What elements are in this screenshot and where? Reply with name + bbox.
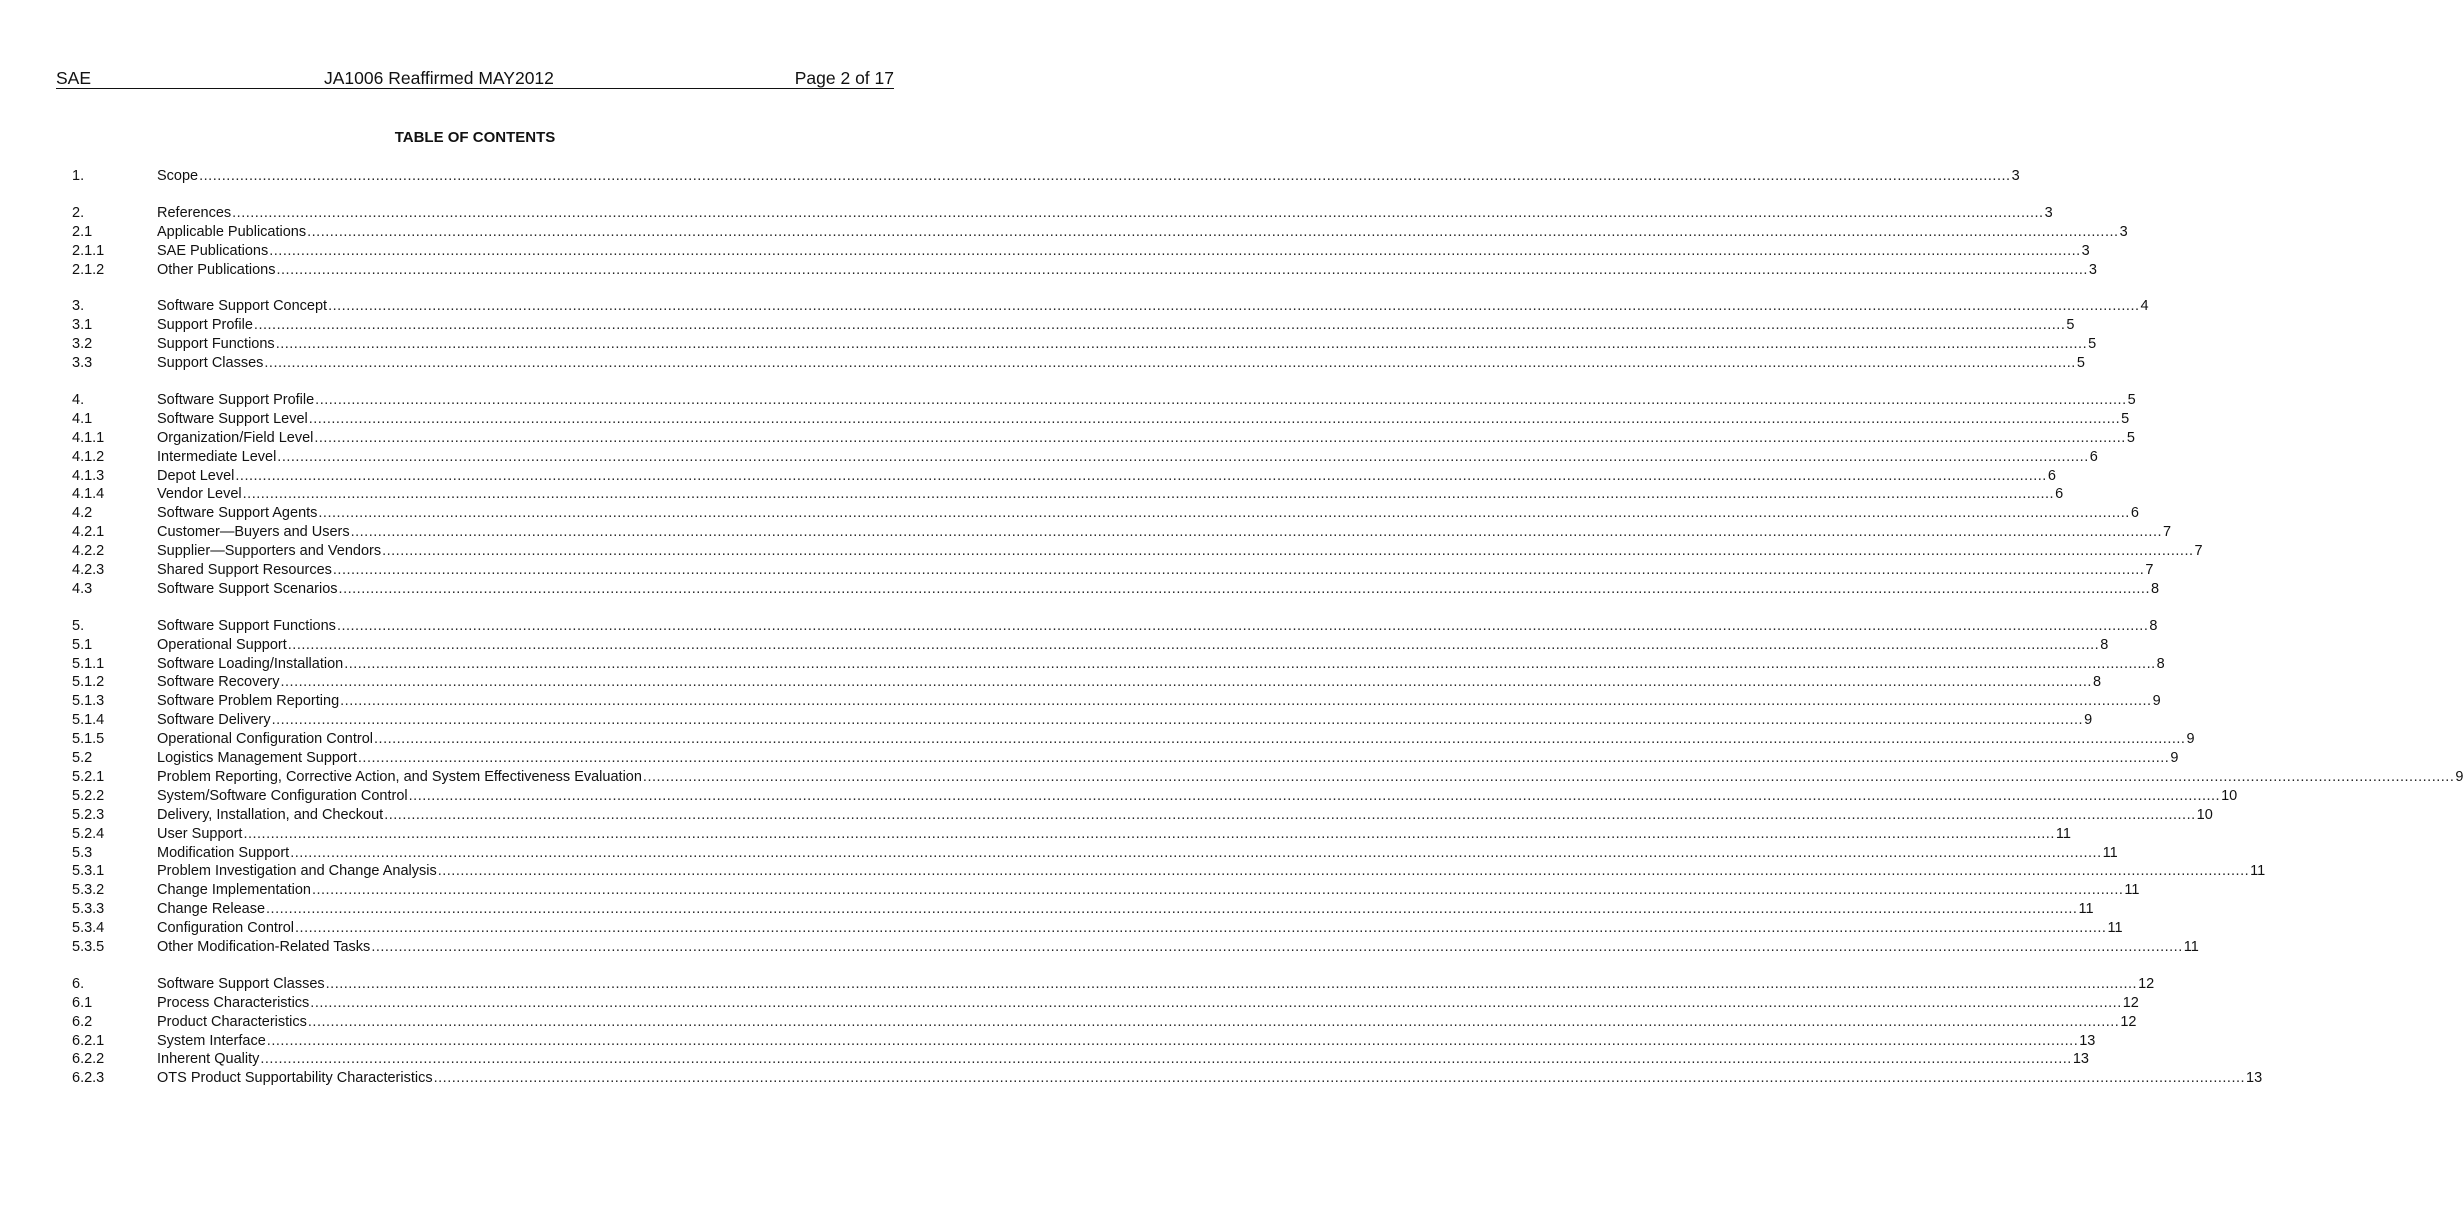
toc-entry-number: 4.1.4 bbox=[72, 486, 105, 503]
toc-leader-dots: ................................................................................................................................................................................................................................................................................................................................................................................................................ bbox=[280, 674, 2092, 691]
toc-entry[interactable] bbox=[72, 261, 2097, 280]
toc-entry-page: 8 bbox=[2149, 617, 2158, 634]
toc-leader-dots: ................................................................................................................................................................................................................................................................................................................................................................................................................ bbox=[325, 975, 2138, 992]
toc-entry-number: 5.3.1 bbox=[72, 863, 105, 880]
toc-entry-page: 8 bbox=[2100, 636, 2109, 653]
toc-entry-page: 7 bbox=[2145, 562, 2154, 579]
toc-entry-number: 4.3 bbox=[72, 580, 93, 597]
toc-section bbox=[72, 617, 2463, 957]
toc-entry-page: 3 bbox=[2081, 242, 2090, 259]
toc-entry-page: 7 bbox=[2194, 543, 2203, 560]
toc-entry-title: Software Loading/Installation bbox=[157, 655, 344, 672]
toc-entry-page: 8 bbox=[2150, 580, 2160, 597]
toc-entry-number: 5.2.1 bbox=[72, 768, 105, 785]
toc-entry-page: 5 bbox=[2121, 410, 2130, 427]
toc-entry-number: 4.2.2 bbox=[72, 543, 105, 560]
toc-entry-number: 5.3 bbox=[72, 844, 93, 861]
toc-entry-title: Software Support Level bbox=[157, 410, 308, 427]
toc-entry[interactable] bbox=[72, 673, 2102, 692]
toc-leader-dots: ................................................................................................................................................................................................................................................................................................................................................................................................................ bbox=[318, 505, 2130, 522]
toc-entry-number: 6.2.1 bbox=[72, 1032, 105, 1049]
toc-entry[interactable] bbox=[72, 938, 2199, 957]
toc-entry-page: 5 bbox=[2066, 317, 2075, 334]
toc-leader-dots: ................................................................................................................................................................................................................................................................................................................................................................................................................ bbox=[235, 467, 2047, 484]
toc-entry[interactable] bbox=[72, 354, 2085, 373]
toc-leader-dots: ................................................................................................................................................................................................................................................................................................................................................................................................................ bbox=[328, 298, 2140, 315]
toc-entry-number: 4. bbox=[72, 392, 85, 409]
toc-entry[interactable] bbox=[72, 881, 2140, 900]
toc-entry-page: 13 bbox=[2072, 1051, 2089, 1068]
toc-entry-title: Inherent Quality bbox=[157, 1051, 260, 1068]
toc-leader-dots: ................................................................................................................................................................................................................................................................................................................................................................................................................ bbox=[338, 580, 2150, 597]
toc-leader-dots: ................................................................................................................................................................................................................................................................................................................................................................................................................ bbox=[232, 204, 2044, 221]
toc-leader-dots: ................................................................................................................................................................................................................................................................................................................................................................................................................ bbox=[264, 355, 2076, 372]
toc-entry-page: 11 bbox=[2250, 863, 2266, 880]
toc-leader-dots: ................................................................................................................................................................................................................................................................................................................................................................................................................ bbox=[311, 882, 2124, 899]
toc-entry-page: 5 bbox=[2076, 355, 2085, 372]
toc-entry-title: Depot Level bbox=[157, 467, 235, 484]
toc-section bbox=[72, 975, 2263, 1088]
toc-leader-dots: ................................................................................................................................................................................................................................................................................................................................................................................................................ bbox=[310, 994, 2122, 1011]
toc-entry[interactable] bbox=[72, 542, 2203, 561]
toc-leader-dots: ................................................................................................................................................................................................................................................................................................................................................................................................................ bbox=[307, 1013, 2120, 1030]
toc-entry[interactable] bbox=[72, 975, 2155, 994]
toc-entry-page: 11 bbox=[2102, 844, 2118, 861]
toc-entry-page: 3 bbox=[2088, 261, 2097, 278]
toc-entry-number: 4.2.3 bbox=[72, 562, 105, 579]
toc-entry-number: 4.1.2 bbox=[72, 448, 105, 465]
toc-leader-dots: ................................................................................................................................................................................................................................................................................................................................................................................................................ bbox=[243, 825, 2055, 842]
toc-entry-page: 7 bbox=[2163, 524, 2172, 541]
toc-leader-dots: ................................................................................................................................................................................................................................................................................................................................................................................................................ bbox=[287, 636, 2100, 653]
toc-entry-page: 3 bbox=[2044, 204, 2053, 221]
toc-entry-page: 13 bbox=[2079, 1032, 2096, 1049]
toc-leader-dots: ................................................................................................................................................................................................................................................................................................................................................................................................................ bbox=[336, 617, 2149, 634]
toc-entry[interactable] bbox=[72, 167, 2020, 186]
toc-entry-page: 4 bbox=[2140, 298, 2149, 315]
toc-entry-title: OTS Product Supportability Characteristics bbox=[157, 1070, 433, 1087]
toc-entry-number: 2. bbox=[72, 204, 85, 221]
toc-entry-page: 6 bbox=[2047, 467, 2056, 484]
toc-entry[interactable] bbox=[72, 919, 2123, 938]
toc-leader-dots: ................................................................................................................................................................................................................................................................................................................................................................................................................ bbox=[340, 693, 2152, 710]
toc-entry-title: Software Recovery bbox=[157, 674, 280, 691]
toc-entry[interactable] bbox=[72, 467, 2056, 486]
toc-leader-dots: ................................................................................................................................................................................................................................................................................................................................................................................................................ bbox=[275, 336, 2088, 353]
toc-entry-number: 3. bbox=[72, 298, 85, 315]
table-of-contents bbox=[72, 167, 2463, 1106]
toc-entry-title: Process Characteristics bbox=[157, 994, 310, 1011]
toc-leader-dots: ................................................................................................................................................................................................................................................................................................................................................................................................................ bbox=[357, 750, 2170, 767]
toc-entry-title: Product Characteristics bbox=[157, 1013, 307, 1030]
toc-entry[interactable] bbox=[72, 655, 2165, 674]
toc-entry-page: 9 bbox=[2084, 712, 2093, 729]
toc-entry[interactable] bbox=[72, 1032, 2096, 1051]
toc-leader-dots: ................................................................................................................................................................................................................................................................................................................................................................................................................ bbox=[437, 863, 2250, 880]
toc-entry[interactable] bbox=[72, 1050, 2089, 1069]
toc-entry-title: References bbox=[157, 204, 232, 221]
toc-entry[interactable] bbox=[72, 580, 2160, 599]
toc-entry-page: 5 bbox=[2088, 336, 2097, 353]
toc-entry-title: Software Support Profile bbox=[157, 392, 315, 409]
toc-entry-title: Shared Support Resources bbox=[157, 562, 332, 579]
toc-leader-dots: ................................................................................................................................................................................................................................................................................................................................................................................................................ bbox=[260, 1051, 2072, 1068]
toc-entry-title: SAE Publications bbox=[157, 242, 269, 259]
toc-entry[interactable] bbox=[72, 561, 2154, 580]
toc-entry[interactable] bbox=[72, 410, 2130, 429]
toc-entry-title: Intermediate Level bbox=[157, 448, 277, 465]
toc-leader-dots: ................................................................................................................................................................................................................................................................................................................................................................................................................ bbox=[433, 1070, 2246, 1087]
toc-entry-page: 6 bbox=[2089, 448, 2098, 465]
toc-entry[interactable] bbox=[72, 448, 2098, 467]
toc-entry[interactable] bbox=[72, 787, 2238, 806]
toc-entry-number: 2.1.1 bbox=[72, 242, 105, 259]
toc-entry-number: 5.2.3 bbox=[72, 806, 105, 823]
toc-entry-number: 5.2.2 bbox=[72, 787, 105, 804]
toc-entry-page: 11 bbox=[2055, 825, 2071, 842]
toc-entry-title: Software Support Classes bbox=[157, 975, 325, 992]
toc-leader-dots: ................................................................................................................................................................................................................................................................................................................................................................................................................ bbox=[277, 448, 2089, 465]
toc-section bbox=[72, 167, 2020, 186]
toc-entry-title: Scope bbox=[157, 168, 199, 184]
toc-leader-dots: ................................................................................................................................................................................................................................................................................................................................................................................................................ bbox=[307, 223, 2119, 240]
toc-entry-number: 1. bbox=[72, 168, 85, 184]
toc-entry-title: Change Implementation bbox=[157, 882, 311, 899]
toc-entry-number: 5.3.3 bbox=[72, 901, 105, 918]
toc-leader-dots: ................................................................................................................................................................................................................................................................................................................................................................................................................ bbox=[290, 844, 2102, 861]
toc-entry[interactable] bbox=[72, 316, 2075, 335]
toc-entry-page: 6 bbox=[2130, 505, 2139, 522]
toc-entry-title: Supplier—Supporters and Vendors bbox=[157, 543, 382, 560]
toc-entry-title: Support Classes bbox=[157, 355, 264, 372]
toc-leader-dots: ................................................................................................................................................................................................................................................................................................................................................................................................................ bbox=[344, 655, 2156, 672]
toc-entry-number: 5.3.5 bbox=[72, 938, 105, 955]
toc-entry-title: Logistics Management Support bbox=[157, 750, 357, 767]
toc-leader-dots: ................................................................................................................................................................................................................................................................................................................................................................................................................ bbox=[332, 562, 2145, 579]
toc-entry-title: Organization/Field Level bbox=[157, 429, 314, 446]
toc-entry-number: 4.2 bbox=[72, 505, 93, 522]
toc-leader-dots: ................................................................................................................................................................................................................................................................................................................................................................................................................ bbox=[314, 429, 2126, 446]
toc-entry[interactable] bbox=[72, 692, 2161, 711]
toc-entry[interactable] bbox=[72, 223, 2128, 242]
toc-leader-dots: ................................................................................................................................................................................................................................................................................................................................................................................................................ bbox=[269, 242, 2081, 259]
toc-leader-dots: ................................................................................................................................................................................................................................................................................................................................................................................................................ bbox=[266, 901, 2078, 918]
toc-entry-page: 11 bbox=[2124, 882, 2140, 899]
toc-entry-number: 5.3.2 bbox=[72, 882, 105, 899]
toc-entry-title: System Interface bbox=[157, 1032, 266, 1049]
toc-entry-number: 5.1.2 bbox=[72, 674, 105, 691]
toc-entry-page: 9 bbox=[2186, 731, 2195, 748]
toc-entry-title: Problem Investigation and Change Analysis bbox=[157, 863, 437, 880]
toc-entry-number: 3.2 bbox=[72, 336, 93, 353]
toc-entry[interactable] bbox=[72, 504, 2139, 523]
toc-entry[interactable] bbox=[72, 523, 2172, 542]
toc-entry-title: Problem Reporting, Corrective Action, and System Effectiveness Evaluation bbox=[157, 768, 642, 785]
toc-entry-title: Other Modification-Related Tasks bbox=[157, 938, 371, 955]
toc-entry-number: 4.1.1 bbox=[72, 429, 105, 446]
toc-leader-dots: ................................................................................................................................................................................................................................................................................................................................................................................................................ bbox=[350, 524, 2163, 541]
toc-section bbox=[72, 297, 2149, 373]
toc-leader-dots: ................................................................................................................................................................................................................................................................................................................................................................................................................ bbox=[408, 787, 2221, 804]
toc-entry-number: 6.2.2 bbox=[72, 1051, 105, 1068]
toc-entry-title: Software Support Concept bbox=[157, 298, 328, 315]
toc-entry-title: Support Functions bbox=[157, 336, 275, 353]
toc-leader-dots: ................................................................................................................................................................................................................................................................................................................................................................................................................ bbox=[308, 410, 2121, 427]
toc-entry[interactable] bbox=[72, 1069, 2263, 1088]
toc-leader-dots: ................................................................................................................................................................................................................................................................................................................................................................................................................ bbox=[295, 920, 2107, 937]
header-org: SAE bbox=[56, 68, 92, 88]
toc-entry-page: 3 bbox=[2011, 168, 2020, 184]
toc-entry-title: Modification Support bbox=[157, 844, 290, 861]
toc-entry[interactable] bbox=[72, 825, 2071, 844]
toc-entry-page: 5 bbox=[2127, 392, 2136, 409]
toc-entry-title: Delivery, Installation, and Checkout bbox=[157, 806, 384, 823]
toc-title: TABLE OF CONTENTS bbox=[394, 129, 556, 146]
toc-entry-page: 8 bbox=[2092, 674, 2102, 691]
toc-entry[interactable] bbox=[72, 485, 2064, 504]
toc-entry-page: 11 bbox=[2107, 920, 2123, 937]
toc-entry-page: 5 bbox=[2126, 429, 2135, 446]
toc-section bbox=[72, 391, 2203, 599]
toc-entry-page: 12 bbox=[2138, 975, 2155, 992]
toc-entry[interactable] bbox=[72, 335, 2097, 354]
toc-entry-title: Software Problem Reporting bbox=[157, 693, 340, 710]
toc-entry-title: User Support bbox=[157, 825, 243, 842]
toc-entry-title: Software Delivery bbox=[157, 712, 271, 729]
toc-entry-number: 5.2.4 bbox=[72, 825, 105, 842]
toc-entry[interactable] bbox=[72, 617, 2158, 636]
toc-entry-title: Operational Configuration Control bbox=[157, 731, 374, 748]
toc-entry-title: Operational Support bbox=[157, 636, 287, 653]
toc-leader-dots: ................................................................................................................................................................................................................................................................................................................................................................................................................ bbox=[382, 543, 2194, 560]
toc-leader-dots: ................................................................................................................................................................................................................................................................................................................................................................................................................ bbox=[276, 261, 2088, 278]
toc-entry-page: 12 bbox=[2122, 994, 2139, 1011]
toc-entry-page: 9 bbox=[2152, 693, 2161, 710]
toc-entry-title: Change Release bbox=[157, 901, 266, 918]
toc-leader-dots: ................................................................................................................................................................................................................................................................................................................................................................................................................ bbox=[242, 486, 2055, 503]
toc-entry[interactable] bbox=[72, 844, 2118, 863]
toc-leader-dots: ................................................................................................................................................................................................................................................................................................................................................................................................................ bbox=[374, 731, 2186, 748]
toc-entry[interactable] bbox=[72, 204, 2053, 223]
toc-section bbox=[72, 204, 2128, 280]
toc-entry-page: 3 bbox=[2119, 223, 2128, 240]
header-page-label: Page 2 of 17 bbox=[794, 68, 894, 88]
toc-entry-number: 6. bbox=[72, 975, 85, 992]
toc-entry[interactable] bbox=[72, 429, 2135, 448]
toc-entry-title: System/Software Configuration Control bbox=[157, 787, 408, 804]
toc-entry-number: 6.1 bbox=[72, 994, 93, 1011]
toc-entry[interactable] bbox=[72, 711, 2093, 730]
toc-entry-number: 5.1.4 bbox=[72, 712, 105, 729]
toc-entry[interactable] bbox=[72, 242, 2090, 261]
toc-entry-page: 12 bbox=[2120, 1013, 2137, 1030]
toc-entry-page: 9 bbox=[2455, 768, 2463, 785]
toc-entry-title: Other Publications bbox=[157, 261, 276, 278]
toc-entry-number: 4.2.1 bbox=[72, 524, 105, 541]
toc-entry-title: Configuration Control bbox=[157, 920, 295, 937]
toc-entry-number: 4.1 bbox=[72, 410, 93, 427]
toc-entry[interactable] bbox=[72, 730, 2195, 749]
toc-entry[interactable] bbox=[72, 391, 2136, 410]
toc-entry-page: 13 bbox=[2246, 1070, 2263, 1087]
toc-leader-dots: ................................................................................................................................................................................................................................................................................................................................................................................................................ bbox=[253, 317, 2066, 334]
toc-leader-dots: ................................................................................................................................................................................................................................................................................................................................................................................................................ bbox=[315, 392, 2127, 409]
toc-entry-page: 6 bbox=[2055, 486, 2064, 503]
toc-entry-number: 6.2 bbox=[72, 1013, 93, 1030]
toc-entry[interactable] bbox=[72, 768, 2463, 787]
toc-entry-number: 4.1.3 bbox=[72, 467, 105, 484]
toc-entry-number: 3.3 bbox=[72, 355, 93, 372]
toc-entry-number: 5. bbox=[72, 617, 85, 634]
toc-entry-title: Applicable Publications bbox=[157, 223, 307, 240]
toc-leader-dots: ................................................................................................................................................................................................................................................................................................................................................................................................................ bbox=[384, 806, 2196, 823]
page-header bbox=[56, 68, 894, 89]
toc-entry-title: Vendor Level bbox=[157, 486, 242, 503]
toc-entry-number: 2.1 bbox=[72, 223, 93, 240]
toc-entry-number: 3.1 bbox=[72, 317, 93, 334]
toc-entry[interactable] bbox=[72, 806, 2213, 825]
toc-entry-number: 5.1 bbox=[72, 636, 93, 653]
header-doc-id: JA1006 Reaffirmed MAY2012 bbox=[324, 68, 554, 88]
toc-entry-number: 5.1.1 bbox=[72, 655, 105, 672]
toc-entry-title: Software Support Agents bbox=[157, 505, 318, 522]
toc-entry-number: 5.3.4 bbox=[72, 920, 105, 937]
toc-entry-title: Software Support Functions bbox=[157, 617, 336, 634]
toc-entry-number: 2.1.2 bbox=[72, 261, 105, 278]
toc-entry[interactable] bbox=[72, 994, 2139, 1013]
toc-leader-dots: ................................................................................................................................................................................................................................................................................................................................................................................................................ bbox=[199, 168, 2011, 184]
toc-leader-dots: ................................................................................................................................................................................................................................................................................................................................................................................................................ bbox=[266, 1032, 2079, 1049]
toc-leader-dots: ................................................................................................................................................................................................................................................................................................................................................................................................................ bbox=[371, 938, 2183, 955]
toc-entry-page: 8 bbox=[2156, 655, 2165, 672]
toc-leader-dots: ................................................................................................................................................................................................................................................................................................................................................................................................................ bbox=[642, 768, 2455, 785]
toc-entry[interactable] bbox=[72, 749, 2179, 768]
toc-entry-number: 5.2 bbox=[72, 750, 93, 767]
toc-entry-title: Customer—Buyers and Users bbox=[157, 524, 350, 541]
toc-entry-page: 11 bbox=[2183, 938, 2199, 955]
toc-entry-number: 5.1.5 bbox=[72, 731, 105, 748]
toc-leader-dots: ................................................................................................................................................................................................................................................................................................................................................................................................................ bbox=[271, 712, 2084, 729]
toc-entry[interactable] bbox=[72, 636, 2109, 655]
toc-entry-page: 11 bbox=[2078, 901, 2094, 918]
toc-entry[interactable] bbox=[72, 297, 2149, 316]
toc-entry-number: 5.1.3 bbox=[72, 693, 105, 710]
toc-entry-title: Software Support Scenarios bbox=[157, 580, 338, 597]
toc-entry-number: 6.2.3 bbox=[72, 1070, 105, 1087]
toc-entry[interactable] bbox=[72, 862, 2266, 881]
toc-entry-page: 10 bbox=[2221, 787, 2238, 804]
toc-entry[interactable] bbox=[72, 900, 2094, 919]
toc-entry-title: Support Profile bbox=[157, 317, 253, 334]
toc-entry-page: 9 bbox=[2170, 750, 2179, 767]
toc-entry-page: 10 bbox=[2196, 806, 2213, 823]
toc-entry[interactable] bbox=[72, 1013, 2137, 1032]
